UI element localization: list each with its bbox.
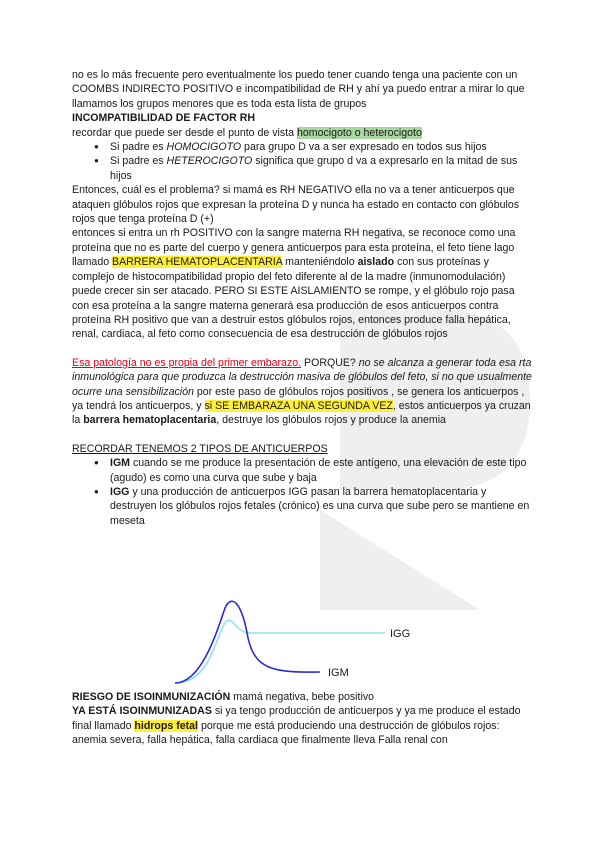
- heading-tipos-anticuerpos: RECORDAR TENEMOS 2 TIPOS DE ANTICUERPOS: [72, 442, 328, 455]
- list-item: ● IGG y una producción de anticuerpos IGG pasan la barrera hematoplacentaria y destruyen los glóbulos rojos fetales (crónico) es una curva que sube pero se mantiene en meseta: [110, 485, 532, 528]
- paragraph-isoinmunizadas: YA ESTÁ ISOINMUNIZADAS si ya tengo producción de anticuerpos y ya me produce el estado final llamado hidrops fetal porque me está produciendo una destrucción de glóbulos rojos: anemia severa, falla hepática, falla cardiaca que finalmente lleva Falla renal con: [72, 705, 521, 747]
- paragraph-barrera: entonces si entra un rh POSITIVO con la sangre materna RH negativa, se reconoce como una proteína que no es parte del cuerpo y genera anticuerpos para esta proteína, el feto tiene lago llamado BARRERA HEMATOPLACENTARIA manteniéndolo aislado con sus proteínas y complejo de histocompatibilidad propio del feto diferente al de la madre (inmunomodulación) puede crecer sin ser atacado. PERO SI ESTE AISLAMIENTO se rompe, y el glóbulo rojo pasa con esa proteína a la sangre materna generará esa producción de esos anticuerpos contra proteína RH positivo que van a destruir estos glóbulos rojos, entonces produce falla hepática, renal, cardiaca, al feto como consecuencia de esa destrucción de glóbulos rojos: [72, 227, 516, 341]
- paragraph-primer-embarazo: Esa patología no es propia del primer embarazo. PORQUE? no se alcanza a generar toda esa rta inmunológica para que produzca la destrucción masiva de glóbulos del feto, si no que usualmente ocurre una sensibilización por este paso de glóbulos rojos positivos , se genera los anticuerpos , ya tendrá los anticuerpos, y si SE EMBARAZA UNA SEGUNDA VEZ, estos anticuerpos ya cruzan la barrera hematoplacentaria, destruye los glóbulos rojos y produce la anemia: [72, 356, 532, 427]
- list-padre: [72, 140, 532, 183]
- paragraph-intro: no es lo más frecuente pero eventualmente los puedo tener cuando tenga una paciente con un COOMBS INDIRECTO POSITIVO e incompatibilidad de RH y ahí ya puedo entrar a mirar lo que llamamos los grupos menores que es toda esta lista de grupos: [72, 69, 525, 110]
- paragraph-riesgo: RIESGO DE ISOINMUNIZACIÓN mamá negativa, bebe positivo: [72, 691, 375, 703]
- paragraph-problema: Entonces, cuál es el problema? si mamá es RH NEGATIVO ella no va a tener anticuerpos que ataquen glóbulos rojos que expresan la proteína D y nunca ha estado en contacto con glóbulos rojos que tenga proteína D (+): [72, 184, 520, 226]
- highlight-hidrops: hidrops fetal: [134, 719, 198, 732]
- heading-incompatibilidad-rh: INCOMPATIBILIDAD DE FACTOR RH: [72, 112, 256, 125]
- highlight-segunda-vez: si SE EMBARAZA UNA SEGUNDA VEZ: [204, 399, 393, 412]
- antibody-curves-chart: [170, 598, 430, 688]
- highlight-homocigoto: homocigoto o heterocigoto: [296, 126, 422, 139]
- igg-label: IGG: [390, 628, 411, 640]
- igm-curve: [175, 601, 320, 683]
- document-body: [72, 68, 532, 528]
- list-item: ● Si padre es HOMOCIGOTO para grupo D va a ser expresado en todos sus hijos: [110, 140, 532, 154]
- highlight-barrera: BARRERA HEMATOPLACENTARIA: [112, 256, 283, 269]
- paragraph-homocigoto: recordar que puede ser desde el punto de vista homocigoto o heterocigoto: [72, 126, 422, 139]
- document-body-bottom: [72, 690, 532, 748]
- list-item: ● Si padre es HETEROCIGOTO significa que grupo d va a expresarlo en la mitad de sus hijos: [110, 154, 532, 183]
- igg-curve: [175, 620, 385, 683]
- list-anticuerpos: [72, 456, 532, 528]
- list-item: ● IGM cuando se me produce la presentación de este antígeno, una elevación de este tipo (agudo) es como una curva que sube y baja: [110, 456, 532, 485]
- igm-label: IGM: [328, 667, 349, 679]
- red-underlined-text: Esa patología no es propia del primer embarazo.: [72, 356, 302, 369]
